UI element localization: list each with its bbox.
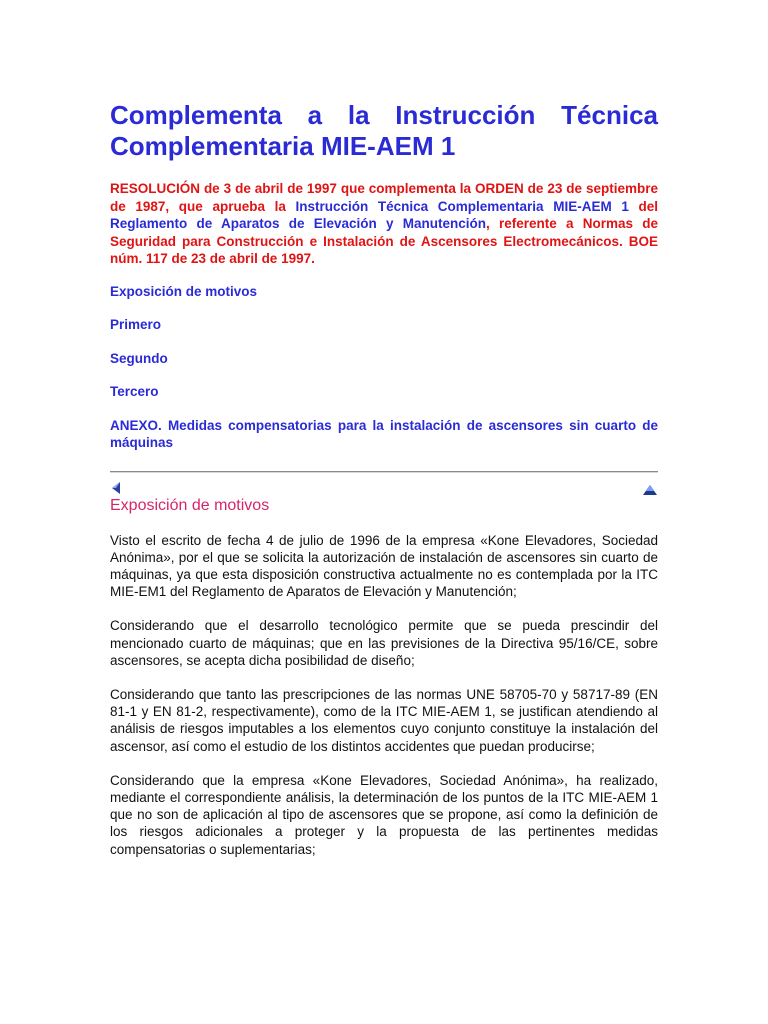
table-of-contents [110,283,658,452]
section-heading: Exposición de motivos [110,496,270,514]
section-divider [110,471,658,473]
resolution-text-part1: RESOLUCIÓN de 3 de abril de 1997 que complementa la ORDEN de 23 de septiembre de 1987, que aprueba la [110,181,658,214]
body-paragraph: Considerando que tanto las prescripciones de las normas UNE 58705-70 y 58717-89 (EN 81-1 y EN 81-2, respectivamente), como de la ITC MIE-AEM 1, se justifican atendiendo al análisis de riesgos imputables a los elementos cuyo conjunto constituye la instalación del ascensor, así como el estudio de los distintos accidentes que puedan producirse; [110,686,658,754]
section-nav [110,481,658,495]
up-arrow-icon[interactable] [642,483,658,495]
toc-link-segundo[interactable]: Segundo [110,350,168,366]
document-content [110,100,658,858]
toc-link-exposicion[interactable]: Exposición de motivos [110,283,258,299]
page-title: Complementa a la Instrucción Técnica Complementaria MIE-AEM 1 [110,100,658,161]
toc-link-anexo[interactable]: ANEXO. Medidas compensatorias para la instalación de ascensores sin cuarto de máquinas [110,417,658,450]
toc-link-primero[interactable]: Primero [110,317,162,332]
resolution-text [110,180,658,268]
toc-link-tercero[interactable]: Tercero [110,384,159,399]
reglamento-link[interactable]: Reglamento de Aparatos de Elevación y Manutención [110,216,486,231]
back-arrow-icon[interactable] [110,481,122,495]
resolution-text-part2: del [628,198,658,214]
itc-mie-aem1-link[interactable]: Instrucción Técnica Complementaria MIE-AEM 1 [295,198,629,214]
body-paragraph: Considerando que la empresa «Kone Elevadores, Sociedad Anónima», ha realizado, mediante el correspondiente análisis, la determinación de los puntos de la ITC MIE-AEM 1 que no son de aplicación al tipo de ascensores que se propone, así como la definición de los riesgos adicionales a proteger y la propuesta de las pertinentes medidas compensatorias o suplementarias; [110,772,658,857]
body-paragraph: Considerando que el desarrollo tecnológico permite que se pueda prescindir del mencionado cuarto de máquinas; que en las previsiones de la Directiva 95/16/CE, sobre ascensores, se acepta dicha posibilidad de diseño; [110,618,658,668]
body-paragraph: Visto el escrito de fecha 4 de julio de 1996 de la empresa «Kone Elevadores, Sociedad Anónima», por el que se solicita la autorización de instalación de ascensores sin cuarto de máquinas, ya que esta disposición constructiva actualmente no es contemplada por la ITC MIE-EM1 del Reglamento de Aparatos de Elevación y Manutención; [110,532,658,600]
resolution-text-part3: , referente a Normas de Seguridad para Construcción e Instalación de Ascensores Electromecánicos. BOE núm. 117 de 23 de abril de 1997. [110,216,659,266]
